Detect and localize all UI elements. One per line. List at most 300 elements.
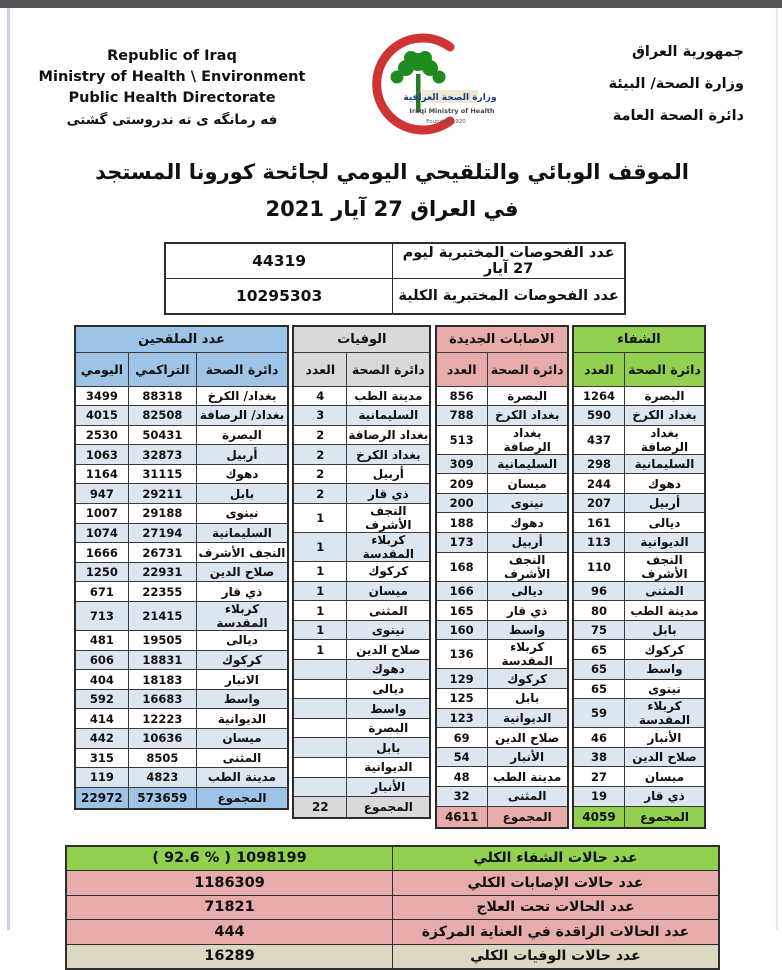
ministry-line-ar-1: جمهورية العراق — [529, 44, 744, 60]
table-row — [573, 533, 705, 553]
table-row — [436, 689, 568, 709]
table-row — [293, 777, 430, 797]
count-cell: 1666 — [75, 543, 128, 563]
count-cell: 69 — [436, 728, 487, 748]
count-cell: 129 — [436, 669, 487, 689]
table-row — [75, 543, 288, 563]
table-header-row — [75, 352, 288, 386]
province-cell: السليمانية — [347, 406, 431, 426]
table-row — [436, 669, 568, 689]
count-cell: 4823 — [128, 768, 196, 788]
count-cell: 88318 — [128, 386, 196, 406]
province-cell: كركوك — [487, 669, 568, 689]
deaths-table — [292, 325, 431, 820]
table-row — [573, 640, 705, 660]
table-row — [75, 523, 288, 543]
table-total-row — [436, 806, 568, 828]
province-cell: أربيل — [487, 533, 568, 553]
count-cell: 82508 — [128, 406, 196, 426]
province-cell: واسط — [347, 699, 431, 719]
summary-label: عدد حالات الإصابات الكلي — [393, 871, 720, 896]
scan-left-edge — [7, 8, 10, 930]
table-row — [436, 406, 568, 426]
count-cell: 1007 — [75, 504, 128, 524]
total-value: 22972 — [75, 787, 128, 809]
table-title-row — [436, 326, 568, 353]
province-cell: ميسان — [624, 767, 705, 787]
count-cell: 22931 — [128, 562, 196, 582]
province-cell: مدينة الطب — [487, 767, 568, 787]
table-row — [293, 484, 430, 504]
logo-arabic-name: وزارة الصحة العراقية — [403, 93, 496, 103]
ministry-line-en-1: Republic of Iraq — [32, 46, 312, 67]
count-cell: 165 — [436, 601, 487, 621]
table-row — [293, 640, 430, 660]
count-cell: 166 — [436, 581, 487, 601]
count-cell — [293, 718, 346, 738]
province-cell: المثنى — [347, 601, 431, 621]
summary-value: 71821 — [66, 895, 393, 920]
province-cell: صلاح الدين — [196, 562, 288, 582]
province-cell: ذي قار — [487, 601, 568, 621]
province-cell: بغداد الرصافة — [487, 425, 568, 454]
table-row — [75, 445, 288, 465]
province-cell: بغداد الكرخ — [624, 406, 705, 426]
table-row — [75, 562, 288, 582]
tests-label: عدد الفحوصات المختبرية ليوم 27 آيار — [393, 243, 625, 279]
count-cell: 65 — [573, 679, 624, 699]
province-cell: ديالى — [347, 679, 431, 699]
summary-value: 1186309 — [66, 871, 393, 896]
total-label: المجموع — [196, 787, 288, 809]
summary-row — [66, 920, 719, 945]
table-row — [436, 708, 568, 728]
count-cell: 856 — [436, 386, 487, 406]
table-row — [436, 493, 568, 513]
table-row — [436, 747, 568, 767]
count-cell: 437 — [573, 425, 624, 454]
count-cell: 80 — [573, 601, 624, 621]
province-cell: مدينة الطب — [624, 601, 705, 621]
province-cell: الديوانية — [196, 709, 288, 729]
count-cell: 59 — [573, 699, 624, 728]
table-title: الوفيات — [293, 326, 430, 353]
count-cell: 54 — [436, 747, 487, 767]
province-cell: البصرة — [487, 386, 568, 406]
province-cell: البصرة — [347, 718, 431, 738]
count-cell: 29188 — [128, 504, 196, 524]
table-row — [75, 670, 288, 690]
table-row — [573, 454, 705, 474]
count-cell: 1264 — [573, 386, 624, 406]
count-cell: 188 — [436, 513, 487, 533]
table-row — [75, 631, 288, 651]
province-cell: مدينة الطب — [347, 386, 431, 406]
count-cell: 136 — [436, 640, 487, 669]
count-cell: 110 — [573, 552, 624, 581]
province-cell: ميسان — [487, 474, 568, 494]
total-label: المجموع — [624, 806, 705, 828]
province-cell: الأنبار — [487, 747, 568, 767]
count-cell: 4015 — [75, 406, 128, 426]
report-title-line2: في العراق 27 آيار 2021 — [12, 191, 772, 228]
count-cell: 168 — [436, 552, 487, 581]
count-cell: 1164 — [75, 464, 128, 484]
table-row — [293, 581, 430, 601]
count-cell: 1074 — [75, 523, 128, 543]
table-row — [436, 454, 568, 474]
province-cell: ديالى — [487, 581, 568, 601]
ministry-logo-graphic — [336, 28, 506, 140]
count-cell: 31115 — [128, 464, 196, 484]
table-row — [293, 425, 430, 445]
count-cell: 1 — [293, 620, 346, 640]
table-row — [573, 581, 705, 601]
count-cell — [293, 660, 346, 680]
table-row — [293, 386, 430, 406]
count-cell: 160 — [436, 620, 487, 640]
province-cell: بغداد/ الكرخ — [196, 386, 288, 406]
province-cell: كركوك — [624, 640, 705, 660]
count-cell: 18831 — [128, 650, 196, 670]
recovery-table — [572, 325, 706, 829]
province-cell: ذي قار — [347, 484, 431, 504]
table-row — [436, 513, 568, 533]
table-row — [75, 729, 288, 749]
province-cell: بابل — [624, 620, 705, 640]
table-row — [573, 513, 705, 533]
count-cell: 65 — [573, 660, 624, 680]
province-cell: البصرة — [196, 425, 288, 445]
column-header: التراكمي — [128, 352, 196, 386]
table-row — [75, 386, 288, 406]
count-cell: 19 — [573, 787, 624, 807]
count-cell: 1 — [293, 640, 346, 660]
count-cell: 21415 — [128, 602, 196, 631]
province-cell: صلاح الدين — [347, 640, 431, 660]
province-cell: نينوى — [487, 493, 568, 513]
table-row — [293, 620, 430, 640]
table-row — [573, 552, 705, 581]
column-header: دائرة الصحة — [487, 352, 568, 386]
count-cell: 1250 — [75, 562, 128, 582]
province-cell: ذي قار — [624, 787, 705, 807]
table-header-row — [293, 352, 430, 386]
summary-label: عدد الحالات الراقدة في العناية المركزة — [393, 920, 720, 945]
count-cell: 2 — [293, 484, 346, 504]
table-row — [436, 425, 568, 454]
count-cell: 4 — [293, 386, 346, 406]
table-row — [293, 758, 430, 778]
count-cell: 414 — [75, 709, 128, 729]
table-row — [573, 728, 705, 748]
province-cell: الديوانية — [624, 533, 705, 553]
province-cell: واسط — [487, 620, 568, 640]
count-cell: 207 — [573, 493, 624, 513]
table-header-row — [573, 352, 705, 386]
table-row — [75, 425, 288, 445]
column-header: دائرة الصحة — [624, 352, 705, 386]
province-cell: ذي قار — [196, 582, 288, 602]
table-row — [293, 699, 430, 719]
table-row — [573, 767, 705, 787]
table-title: الاصابات الجديدة — [436, 326, 568, 353]
province-cell: دهوك — [487, 513, 568, 533]
count-cell: 1 — [293, 533, 346, 562]
table-row — [573, 787, 705, 807]
column-header: دائرة الصحة — [196, 352, 288, 386]
table-row — [436, 552, 568, 581]
ministry-line-en-3: Public Health Directorate — [32, 88, 312, 109]
province-cell: صلاح الدين — [624, 747, 705, 767]
table-row — [75, 464, 288, 484]
province-cell: واسط — [624, 660, 705, 680]
table-row — [75, 768, 288, 788]
table-row — [293, 679, 430, 699]
count-cell: 2530 — [75, 425, 128, 445]
table-row — [573, 620, 705, 640]
province-cell: الأنبار — [347, 777, 431, 797]
province-cell: بغداد/ الرصافة — [196, 406, 288, 426]
tests-table — [164, 242, 626, 315]
province-cell: ميسان — [347, 581, 431, 601]
ministry-line-kurdish: فه رمانگه ی ته ندروستی گشتی — [32, 111, 312, 131]
province-cell: دهوك — [624, 474, 705, 494]
province-cell: بغداد الكرخ — [347, 445, 431, 465]
summary-label: عدد الحالات تحت العلاج — [393, 895, 720, 920]
table-row — [293, 738, 430, 758]
count-cell: 50431 — [128, 425, 196, 445]
count-cell: 8505 — [128, 748, 196, 768]
count-cell: 404 — [75, 670, 128, 690]
province-cell: كركوك — [196, 650, 288, 670]
province-cell: نينوى — [196, 504, 288, 524]
summary-row — [66, 871, 719, 896]
count-cell: 16683 — [128, 689, 196, 709]
province-cell: بغداد الكرخ — [487, 406, 568, 426]
province-cell: ديالى — [624, 513, 705, 533]
count-cell: 2 — [293, 464, 346, 484]
table-row — [436, 787, 568, 807]
total-label: المجموع — [487, 806, 568, 828]
total-value: 4059 — [573, 806, 624, 828]
province-cell: ديالى — [196, 631, 288, 651]
count-cell: 22355 — [128, 582, 196, 602]
summary-table-body — [66, 846, 719, 970]
tests-table-body — [165, 243, 625, 314]
table-row — [573, 474, 705, 494]
table-row — [293, 718, 430, 738]
table-row — [573, 493, 705, 513]
table-row — [573, 747, 705, 767]
province-cell: أربيل — [347, 464, 431, 484]
count-cell: 592 — [75, 689, 128, 709]
table-row — [436, 620, 568, 640]
count-cell: 119 — [75, 768, 128, 788]
table-row — [75, 504, 288, 524]
count-cell: 606 — [75, 650, 128, 670]
summary-row — [66, 846, 719, 871]
province-cell: بابل — [487, 689, 568, 709]
count-cell: 947 — [75, 484, 128, 504]
province-cell: المثنى — [196, 748, 288, 768]
table-row — [293, 562, 430, 582]
table-row — [436, 474, 568, 494]
count-cell: 173 — [436, 533, 487, 553]
count-cell: 481 — [75, 631, 128, 651]
province-cell: دهوك — [347, 660, 431, 680]
summary-label: عدد حالات الشفاء الكلي — [393, 846, 720, 871]
count-cell: 27 — [573, 767, 624, 787]
count-cell: 1 — [293, 562, 346, 582]
province-cell: كربلاء المقدسة — [196, 602, 288, 631]
column-header: العدد — [573, 352, 624, 386]
count-cell: 161 — [573, 513, 624, 533]
summary-value: 444 — [66, 920, 393, 945]
column-header: العدد — [293, 352, 346, 386]
province-cell: الأنبار — [624, 728, 705, 748]
table-row — [573, 660, 705, 680]
summary-table — [65, 845, 720, 970]
count-cell: 513 — [436, 425, 487, 454]
table-row — [573, 679, 705, 699]
total-value: 573659 — [128, 787, 196, 809]
province-cell: كربلاء المقدسة — [347, 533, 431, 562]
count-cell: 10636 — [128, 729, 196, 749]
count-cell: 38 — [573, 747, 624, 767]
column-header: اليومي — [75, 352, 128, 386]
count-cell: 125 — [436, 689, 487, 709]
report-title — [12, 154, 772, 228]
count-cell: 200 — [436, 493, 487, 513]
table-row — [573, 425, 705, 454]
count-cell: 26731 — [128, 543, 196, 563]
count-cell: 96 — [573, 581, 624, 601]
table-row — [293, 445, 430, 465]
province-cell: البصرة — [624, 386, 705, 406]
province-cell: بابل — [347, 738, 431, 758]
province-cell: النجف الأشرف — [347, 504, 431, 533]
count-cell: 48 — [436, 767, 487, 787]
ministry-line-en-2: Ministry of Health \ Environment — [32, 67, 312, 88]
province-cell: بغداد الرصافة — [624, 425, 705, 454]
count-cell: 46 — [573, 728, 624, 748]
count-cell: 309 — [436, 454, 487, 474]
province-cell: السليمانية — [487, 454, 568, 474]
total-value: 22 — [293, 797, 346, 819]
tests-value: 10295303 — [165, 278, 393, 314]
province-cell: النجف الأشرف — [624, 552, 705, 581]
count-cell: 3 — [293, 406, 346, 426]
table-title-row — [573, 326, 705, 353]
summary-value: ( 92.6 % ) 1098199 — [66, 846, 393, 871]
new-cases-table — [435, 325, 569, 829]
table-row — [75, 650, 288, 670]
table-row — [573, 386, 705, 406]
province-cell: الديوانية — [347, 758, 431, 778]
count-cell: 75 — [573, 620, 624, 640]
table-row — [75, 582, 288, 602]
count-cell: 18183 — [128, 670, 196, 690]
count-cell: 19505 — [128, 631, 196, 651]
table-row — [75, 709, 288, 729]
window-top-strip — [0, 0, 782, 8]
table-row — [293, 464, 430, 484]
summary-row — [66, 895, 719, 920]
count-cell — [293, 679, 346, 699]
province-cell: نينوى — [347, 620, 431, 640]
table-row — [75, 484, 288, 504]
table-row — [293, 406, 430, 426]
count-cell: 12223 — [128, 709, 196, 729]
count-cell: 2 — [293, 425, 346, 445]
province-cell: دهوك — [196, 464, 288, 484]
province-cell: الانبار — [196, 670, 288, 690]
count-cell: 788 — [436, 406, 487, 426]
province-cell: كربلاء المقدسة — [487, 640, 568, 669]
count-cell: 27194 — [128, 523, 196, 543]
logo-english-name: Iraqi Ministry of Health — [409, 107, 495, 115]
count-cell — [293, 758, 346, 778]
province-cell: ميسان — [196, 729, 288, 749]
count-cell: 298 — [573, 454, 624, 474]
total-value: 4611 — [436, 806, 487, 828]
province-cell: مدينة الطب — [196, 768, 288, 788]
count-cell: 65 — [573, 640, 624, 660]
logo-founded-text: Founded 1920 — [426, 119, 466, 125]
table-total-row — [75, 787, 288, 809]
count-cell: 1 — [293, 601, 346, 621]
count-cell: 713 — [75, 602, 128, 631]
table-row — [573, 601, 705, 621]
table-row — [436, 581, 568, 601]
table-row — [436, 728, 568, 748]
province-cell: واسط — [196, 689, 288, 709]
table-row — [573, 406, 705, 426]
scan-right-edge — [776, 8, 778, 930]
table-header-row — [436, 352, 568, 386]
count-cell: 442 — [75, 729, 128, 749]
table-title-row — [293, 326, 430, 353]
count-cell: 244 — [573, 474, 624, 494]
table-row — [293, 660, 430, 680]
table-row — [573, 699, 705, 728]
summary-label: عدد حالات الوفيات الكلي — [393, 944, 720, 969]
report-title-line1: الموقف الوبائي والتلقيحي اليومي لجائحة كورونا المستجد — [12, 154, 772, 191]
province-cell: السليمانية — [624, 454, 705, 474]
count-cell: 32873 — [128, 445, 196, 465]
summary-value: 16289 — [66, 944, 393, 969]
province-cell: نينوى — [624, 679, 705, 699]
province-cell: بابل — [196, 484, 288, 504]
count-cell: 3499 — [75, 386, 128, 406]
province-cell: بغداد الرصافة — [347, 425, 431, 445]
table-total-row — [293, 797, 430, 819]
letterhead — [12, 8, 772, 140]
count-cell — [293, 738, 346, 758]
tests-label: عدد الفحوصات المختبرية الكلية — [393, 278, 625, 314]
count-cell: 671 — [75, 582, 128, 602]
table-title: عدد الملقحين — [75, 326, 288, 353]
province-cell: كربلاء المقدسة — [624, 699, 705, 728]
province-cell: النجف الأشرف — [196, 543, 288, 563]
table-title: الشفاء — [573, 326, 705, 353]
count-cell: 32 — [436, 787, 487, 807]
summary-row — [66, 944, 719, 969]
count-cell: 113 — [573, 533, 624, 553]
governorate-tables — [74, 325, 706, 829]
table-row — [293, 533, 430, 562]
